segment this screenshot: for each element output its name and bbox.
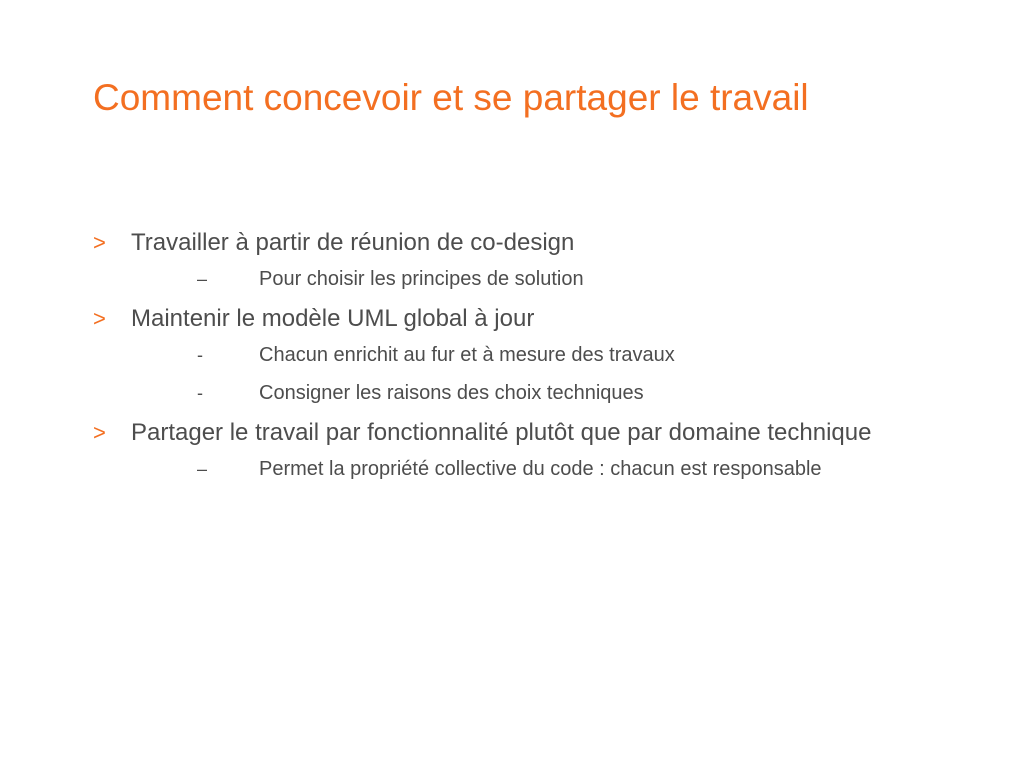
bullet-item <box>93 416 913 450</box>
dash-bullet-icon: – <box>197 459 208 479</box>
sub-bullet-text: Consigner les raisons des choix techniques <box>259 382 644 404</box>
sub-bullet-item <box>93 454 913 484</box>
sub-bullet-text: Chacun enrichit au fur et à mesure des travaux <box>259 344 675 366</box>
sub-bullet-text: Pour choisir les principes de solution <box>259 268 584 290</box>
bullet-text: Travailler à partir de réunion de co-design <box>131 229 575 256</box>
bullet-text: Maintenir le modèle UML global à jour <box>131 305 535 332</box>
chevron-bullet-icon: > <box>93 230 106 255</box>
dash-bullet-icon: - <box>197 345 203 365</box>
dash-bullet-icon: – <box>197 269 208 289</box>
sub-bullet-item <box>93 264 913 294</box>
bullet-text: Partager le travail par fonctionnalité plutôt que par domaine technique <box>131 419 872 446</box>
bullet-item <box>93 302 913 336</box>
chevron-bullet-icon: > <box>93 306 106 331</box>
dash-bullet-icon: - <box>197 383 203 403</box>
sub-bullet-item <box>93 340 913 370</box>
sub-bullet-item <box>93 378 913 408</box>
bullet-item <box>93 226 913 260</box>
sub-bullet-text: Permet la propriété collective du code : chacun est responsable <box>259 458 822 480</box>
chevron-bullet-icon: > <box>93 420 106 445</box>
bullet-list <box>93 226 913 492</box>
slide-title: Comment concevoir et se partager le travail <box>93 77 809 118</box>
